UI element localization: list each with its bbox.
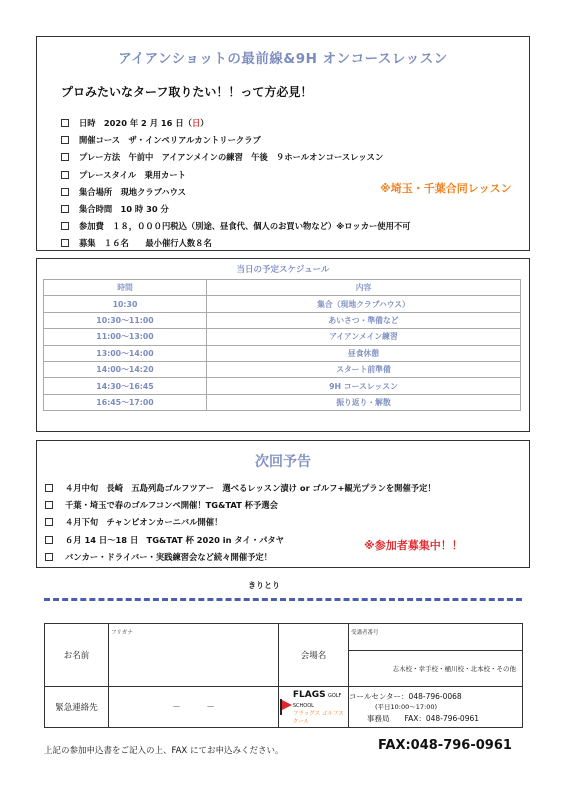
detail-item: 参加費 １８，０００円税込（別途、昼食代、個人のお買い物など）※ロッカー使用不可: [61, 218, 410, 235]
list-item: バンカー・ドライバー・実践練習会など続々開催予定！: [45, 549, 436, 566]
fax-number: FAX:048-796-0961: [378, 738, 512, 753]
office-fax: 事務局 FAX：048-796-0961: [367, 713, 480, 723]
checkbox-icon: [45, 553, 53, 561]
list-item: ４月下旬 チャンピオンカーニバル開催！: [45, 514, 436, 531]
checkbox-icon: [61, 171, 69, 179]
table-row: 14:30～16:45 9H コースレッスン: [44, 378, 521, 394]
emergency-contact-field[interactable]: － －: [109, 687, 279, 728]
flag-icon: [279, 699, 290, 715]
next-events-box: [36, 440, 530, 568]
checkbox-icon: [61, 119, 69, 127]
event-headline: プロみたいなターフ取りたい！！って方必見！: [61, 85, 313, 99]
checkbox-icon: [61, 188, 69, 196]
venue-label: 会場名: [279, 624, 349, 687]
cut-line: [44, 598, 522, 601]
table-row: 16:45～17:00 振り返り・解散: [44, 394, 521, 410]
cut-line-label: きりとり: [248, 581, 280, 590]
header-time: 時間: [44, 280, 207, 296]
checkbox-icon: [45, 518, 53, 526]
call-center: コールセンター：048-796-0068: [349, 691, 462, 701]
furigana-label: フリガナ: [111, 630, 133, 636]
logo-main-text: FLAGS: [292, 689, 326, 700]
joint-lesson-note: ※埼玉・千葉合同レッスン: [380, 182, 512, 195]
contact-info: [349, 687, 523, 728]
checkbox-icon: [61, 153, 69, 161]
logo-sub-text: GOLF SCHOOL: [292, 692, 342, 709]
detail-item: プレースタイル 乗用カート: [61, 167, 410, 184]
schedule-table: [43, 279, 521, 411]
event-info-box: [36, 36, 530, 251]
form-row-top: [45, 624, 523, 651]
checkbox-icon: [45, 501, 53, 509]
name-field[interactable]: [109, 624, 279, 687]
checkbox-icon: [61, 222, 69, 230]
detail-item: 集合時間 10 時 30 分: [61, 201, 410, 218]
member-number-field[interactable]: [349, 624, 523, 651]
schedule-box: [36, 258, 530, 432]
logo-cell: [279, 687, 349, 728]
event-title: アイアンショットの最前線&9H オンコースレッスン: [118, 51, 448, 67]
member-number-label: 受講者番号: [351, 630, 379, 636]
next-events-list: [45, 480, 436, 566]
detail-item: 募集 １６名 最小催行人数８名: [61, 235, 410, 252]
schedule-header-row: [44, 280, 521, 296]
next-events-title: 次回予告: [255, 454, 311, 470]
list-item: ６月 14 日～18 日 TG&TAT 杯 2020 in タイ・パタヤ: [45, 532, 436, 549]
call-center-hours: (平日10:00～17:00): [375, 702, 438, 711]
checkbox-icon: [45, 536, 53, 544]
checkbox-icon: [61, 239, 69, 247]
table-row: 10:30～11:00 あいさつ・準備など: [44, 312, 521, 328]
school-options[interactable]: 志木校・幸手校・桶川校・北本校・その他: [349, 651, 523, 687]
event-details-list: [61, 115, 410, 253]
application-form: [44, 623, 523, 728]
form-row-emergency: [45, 687, 523, 728]
checkbox-icon: [61, 205, 69, 213]
logo-kana-text: フラッグス ゴルフスクール: [292, 710, 344, 725]
submission-instruction: 上記の参加申込書をご記入の上、FAX にてお申込みください。: [44, 746, 284, 756]
flags-logo: [279, 690, 348, 725]
detail-item: 日時 2020 年 2 月 16 日（日）: [61, 115, 410, 132]
checkbox-icon: [45, 484, 53, 492]
detail-item: 集合場所 現地クラブハウス: [61, 184, 410, 201]
table-row: 13:00～14:00 昼食休憩: [44, 345, 521, 361]
emergency-contact-label: 緊急連絡先: [45, 687, 109, 728]
detail-item: プレー方法 午前中 アイアンメインの練習 午後 ９ホールオンコースレッスン: [61, 149, 410, 166]
list-item: ４月中旬 長崎 五島列島ゴルフツアー 選べるレッスン漬け or ゴルフ+観光プランを開催予定！: [45, 480, 436, 497]
detail-item: 開催コース ザ・インペリアルカントリークラブ: [61, 132, 410, 149]
list-item: 千葉・埼玉で春のゴルフコンペ開催！TG&TAT 杯予選会: [45, 497, 436, 514]
table-row: 14:00～14:20 スタート前準備: [44, 361, 521, 377]
table-row: 10:30 集合（現地クラブハウス）: [44, 296, 521, 312]
checkbox-icon: [61, 136, 69, 144]
header-content: 内容: [207, 280, 521, 296]
name-label: お名前: [45, 624, 109, 687]
recruiting-note: ※参加者募集中！！: [364, 539, 463, 552]
schedule-title: 当日の予定スケジュール: [236, 265, 330, 275]
table-row: 11:00～13:00 アイアンメイン練習: [44, 329, 521, 345]
